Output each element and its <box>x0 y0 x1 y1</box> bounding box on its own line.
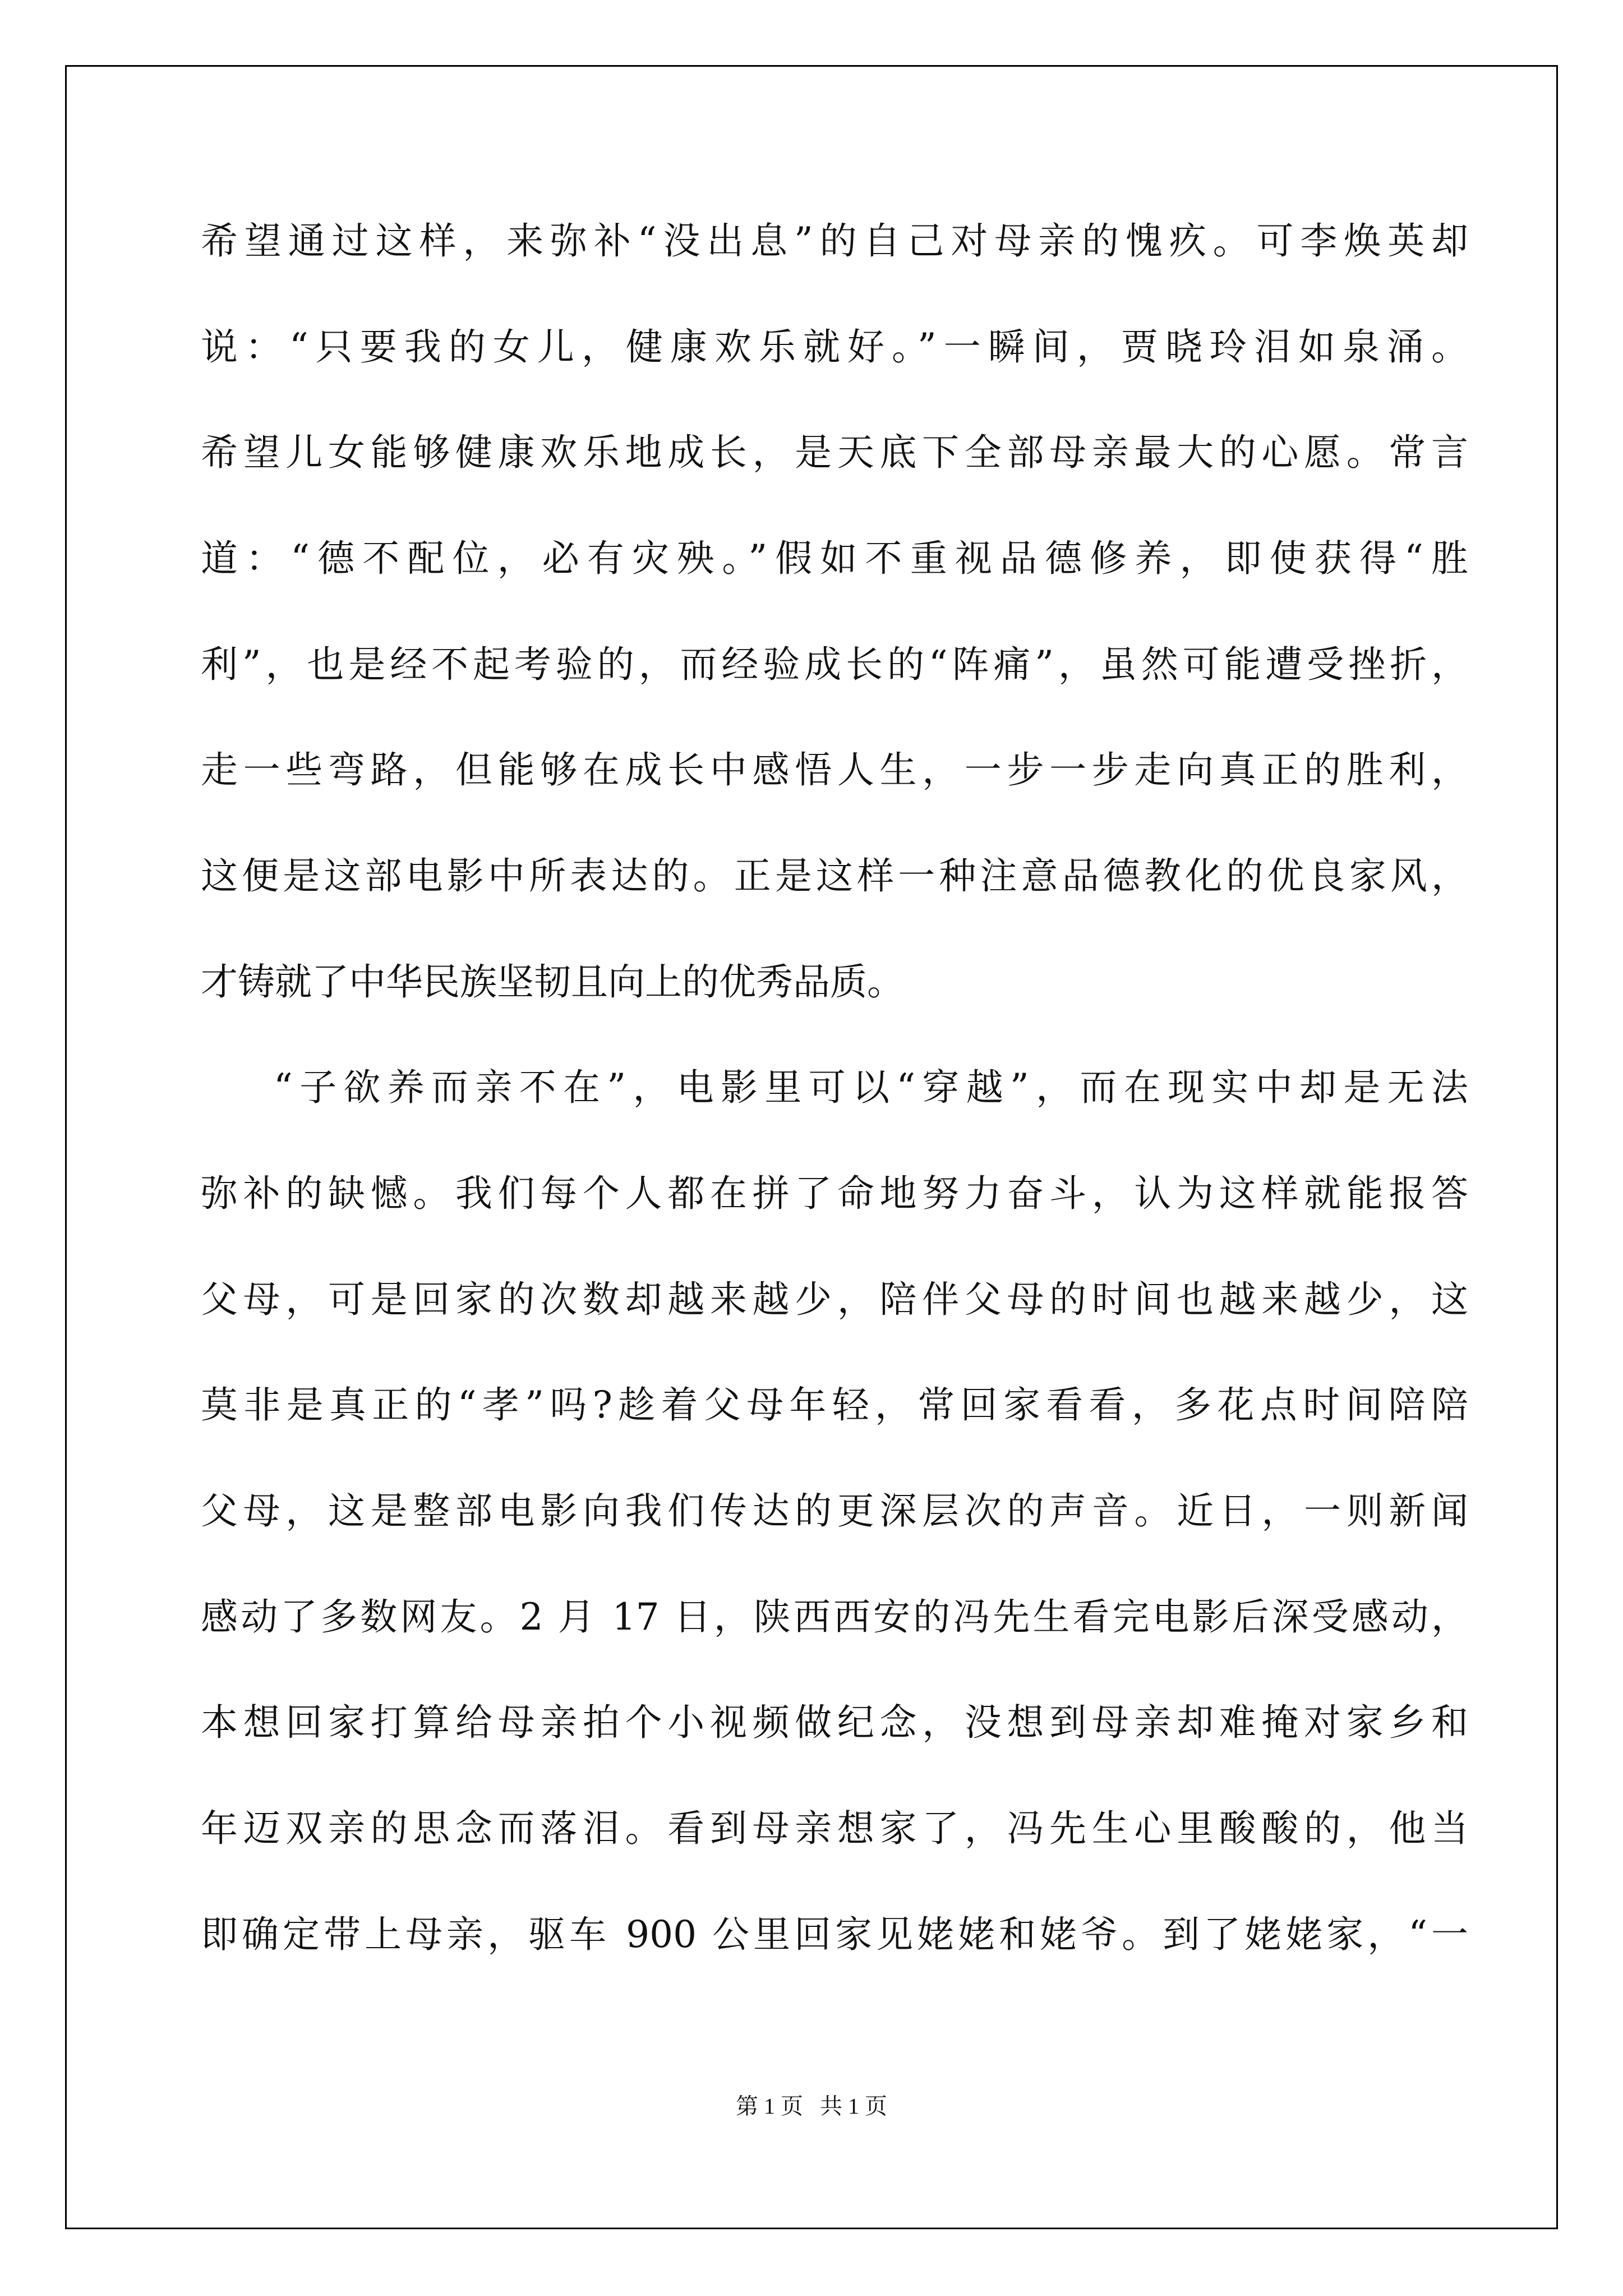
text-line: 弥补的缺憾。我们每个人都在拼了命地努力奋斗，认为这样就能报答 <box>201 1172 1468 1215</box>
text-line: 父母，这是整部电影向我们传达的更深层次的声音。近日，一则新闻 <box>201 1489 1468 1533</box>
text-line: 感动了多数网友。2 月 17 日，陕西西安的冯先生看完电影后深受感动， <box>201 1595 1468 1639</box>
text-line: 希望通过这样，来弥补“没出息”的自己对母亲的愧疚。可李焕英却 <box>201 219 1468 263</box>
text-line: 走一些弯路，但能够在成长中感悟人生，一步一步走向真正的胜利， <box>201 748 1468 792</box>
text-line: 即确定带上母亲，驱车 900 公里回家见姥姥和姥爷。到了姥姥家，“一 <box>201 1913 1468 1956</box>
text-line: 本想回家打算给母亲拍个小视频做纪念，没想到母亲却难掩对家乡和 <box>201 1701 1468 1744</box>
text-line: 这便是这部电影中所表达的。正是这样一种注意品德教化的优良家风， <box>201 854 1468 898</box>
text-line: 父母，可是回家的次数却越来越少，陪伴父母的时间也越来越少，这 <box>201 1278 1468 1321</box>
text-line: 道：“德不配位，必有灾殃。”假如不重视品德修养，即使获得“胜 <box>201 537 1468 580</box>
text-line: 希望儿女能够健康欢乐地成长，是天底下全部母亲最大的心愿。常言 <box>201 431 1468 474</box>
text-line: 才铸就了中华民族坚韧且向上的优秀品质。 <box>201 960 904 1004</box>
page-border <box>65 65 1558 2229</box>
text-line: “子欲养而亲不在”，电影里可以“穿越”，而在现实中却是无法 <box>274 1066 1468 1109</box>
text-line: 说：“只要我的女儿，健康欢乐就好。”一瞬间，贾晓玲泪如泉涌。 <box>201 325 1468 369</box>
page-footer: 第 1 页 共 1 页 <box>736 2093 887 2119</box>
text-line: 利”，也是经不起考验的，而经验成长的“阵痛”，虽然可能遭受挫折， <box>201 643 1468 686</box>
text-line: 年迈双亲的思念而落泪。看到母亲想家了，冯先生心里酸酸的，他当 <box>201 1807 1468 1850</box>
text-line: 莫非是真正的“孝”吗?趁着父母年轻，常回家看看，多花点时间陪陪 <box>201 1383 1468 1427</box>
